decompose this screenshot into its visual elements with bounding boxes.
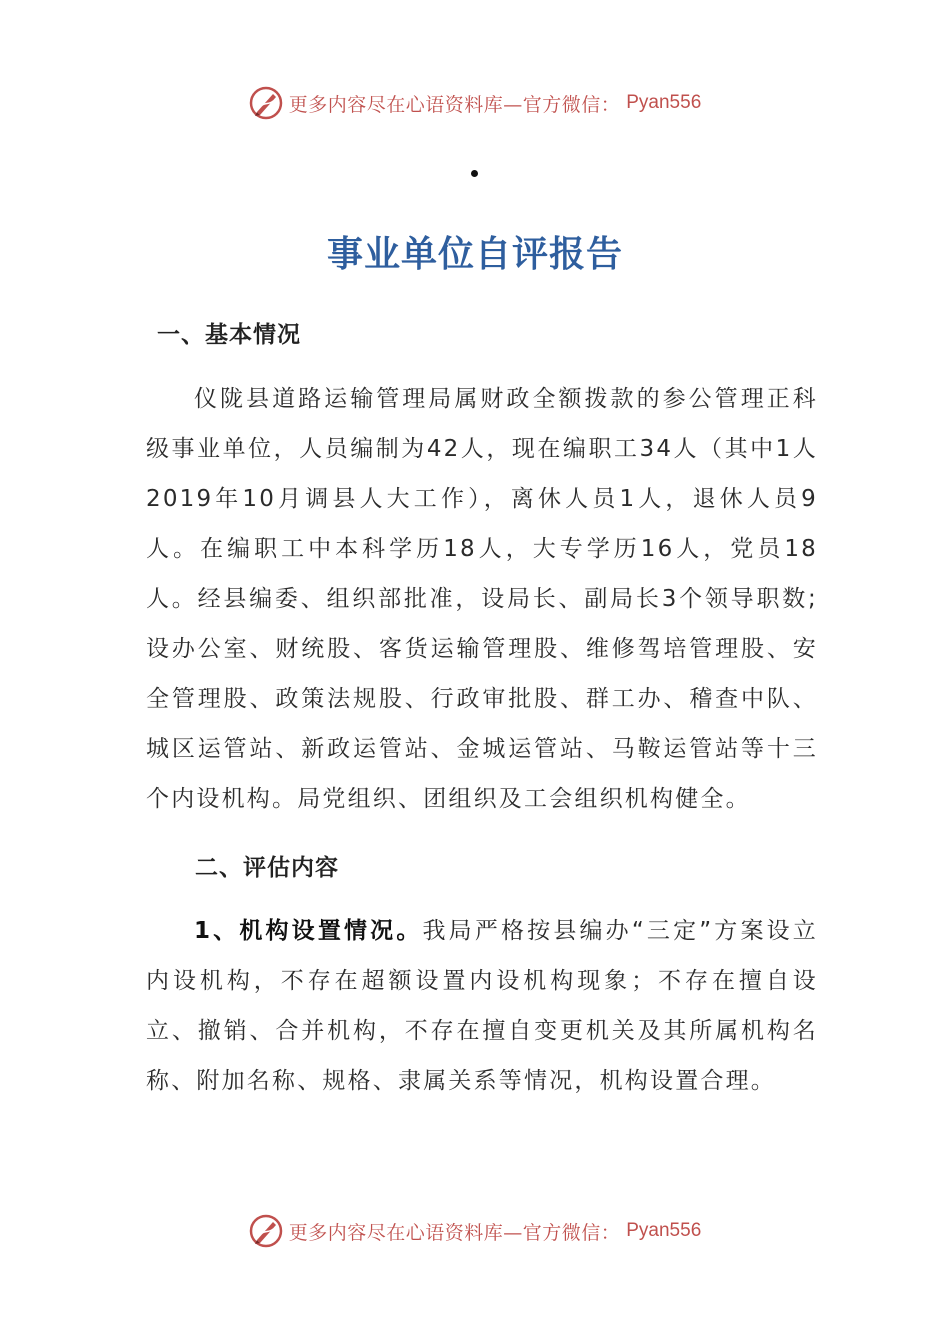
paragraph-org-setup (146, 906, 818, 1106)
watermark-header (0, 86, 950, 120)
document-title: 事业单位自评报告 (326, 234, 623, 275)
watermark-text: 更多内容尽在心语资料库—官方微信： (288, 1221, 621, 1244)
paragraph-lead-bold: 1、机构设置情况。 (194, 918, 423, 944)
watermark-footer (0, 1214, 950, 1248)
pen-logo-icon (249, 1214, 283, 1248)
pen-logo-icon (249, 86, 283, 120)
watermark-text: 更多内容尽在心语资料库—官方微信： (288, 93, 621, 116)
watermark-wechat-id: Pyan556 (626, 1220, 702, 1241)
paragraph-basic-info: 仪陇县道路运输管理局属财政全额拨款的参公管理正科级事业单位，人员编制为42人，现在编职工34人（其中1人2019年10月调县人大工作），离休人员1人，退休人员9人。在编职工中本科学历18人，大专学历16人，党员18人。经县编委、组织部批准，设局长、副局长3个领导职数;设办公室、财统股、客货运输管理股、维修驾培管理股、安全管理股、政策法规股、行政审批股、群工办、稽查中队、城区运管站、新政运管站、金城运管站、马鞍运管站等十三个内设机构。局党组织、团组织及工会组织机构健全。 (146, 386, 818, 812)
bullet-dot (471, 170, 478, 177)
section-heading-basic-info: 一、基本情况 (157, 322, 301, 348)
paragraph-body: 我局严格按县编办“三定”方案设立内设机构，不存在超额设置内设机构现象；不存在擅自设立、撤销、合并机构，不存在擅自变更机关及其所属机构名称、附加名称、规格、隶属关系等情况，机构设置合理。 (146, 918, 819, 1094)
watermark-wechat-id: Pyan556 (626, 92, 702, 113)
section-heading-evaluation: 二、评估内容 (195, 855, 339, 881)
